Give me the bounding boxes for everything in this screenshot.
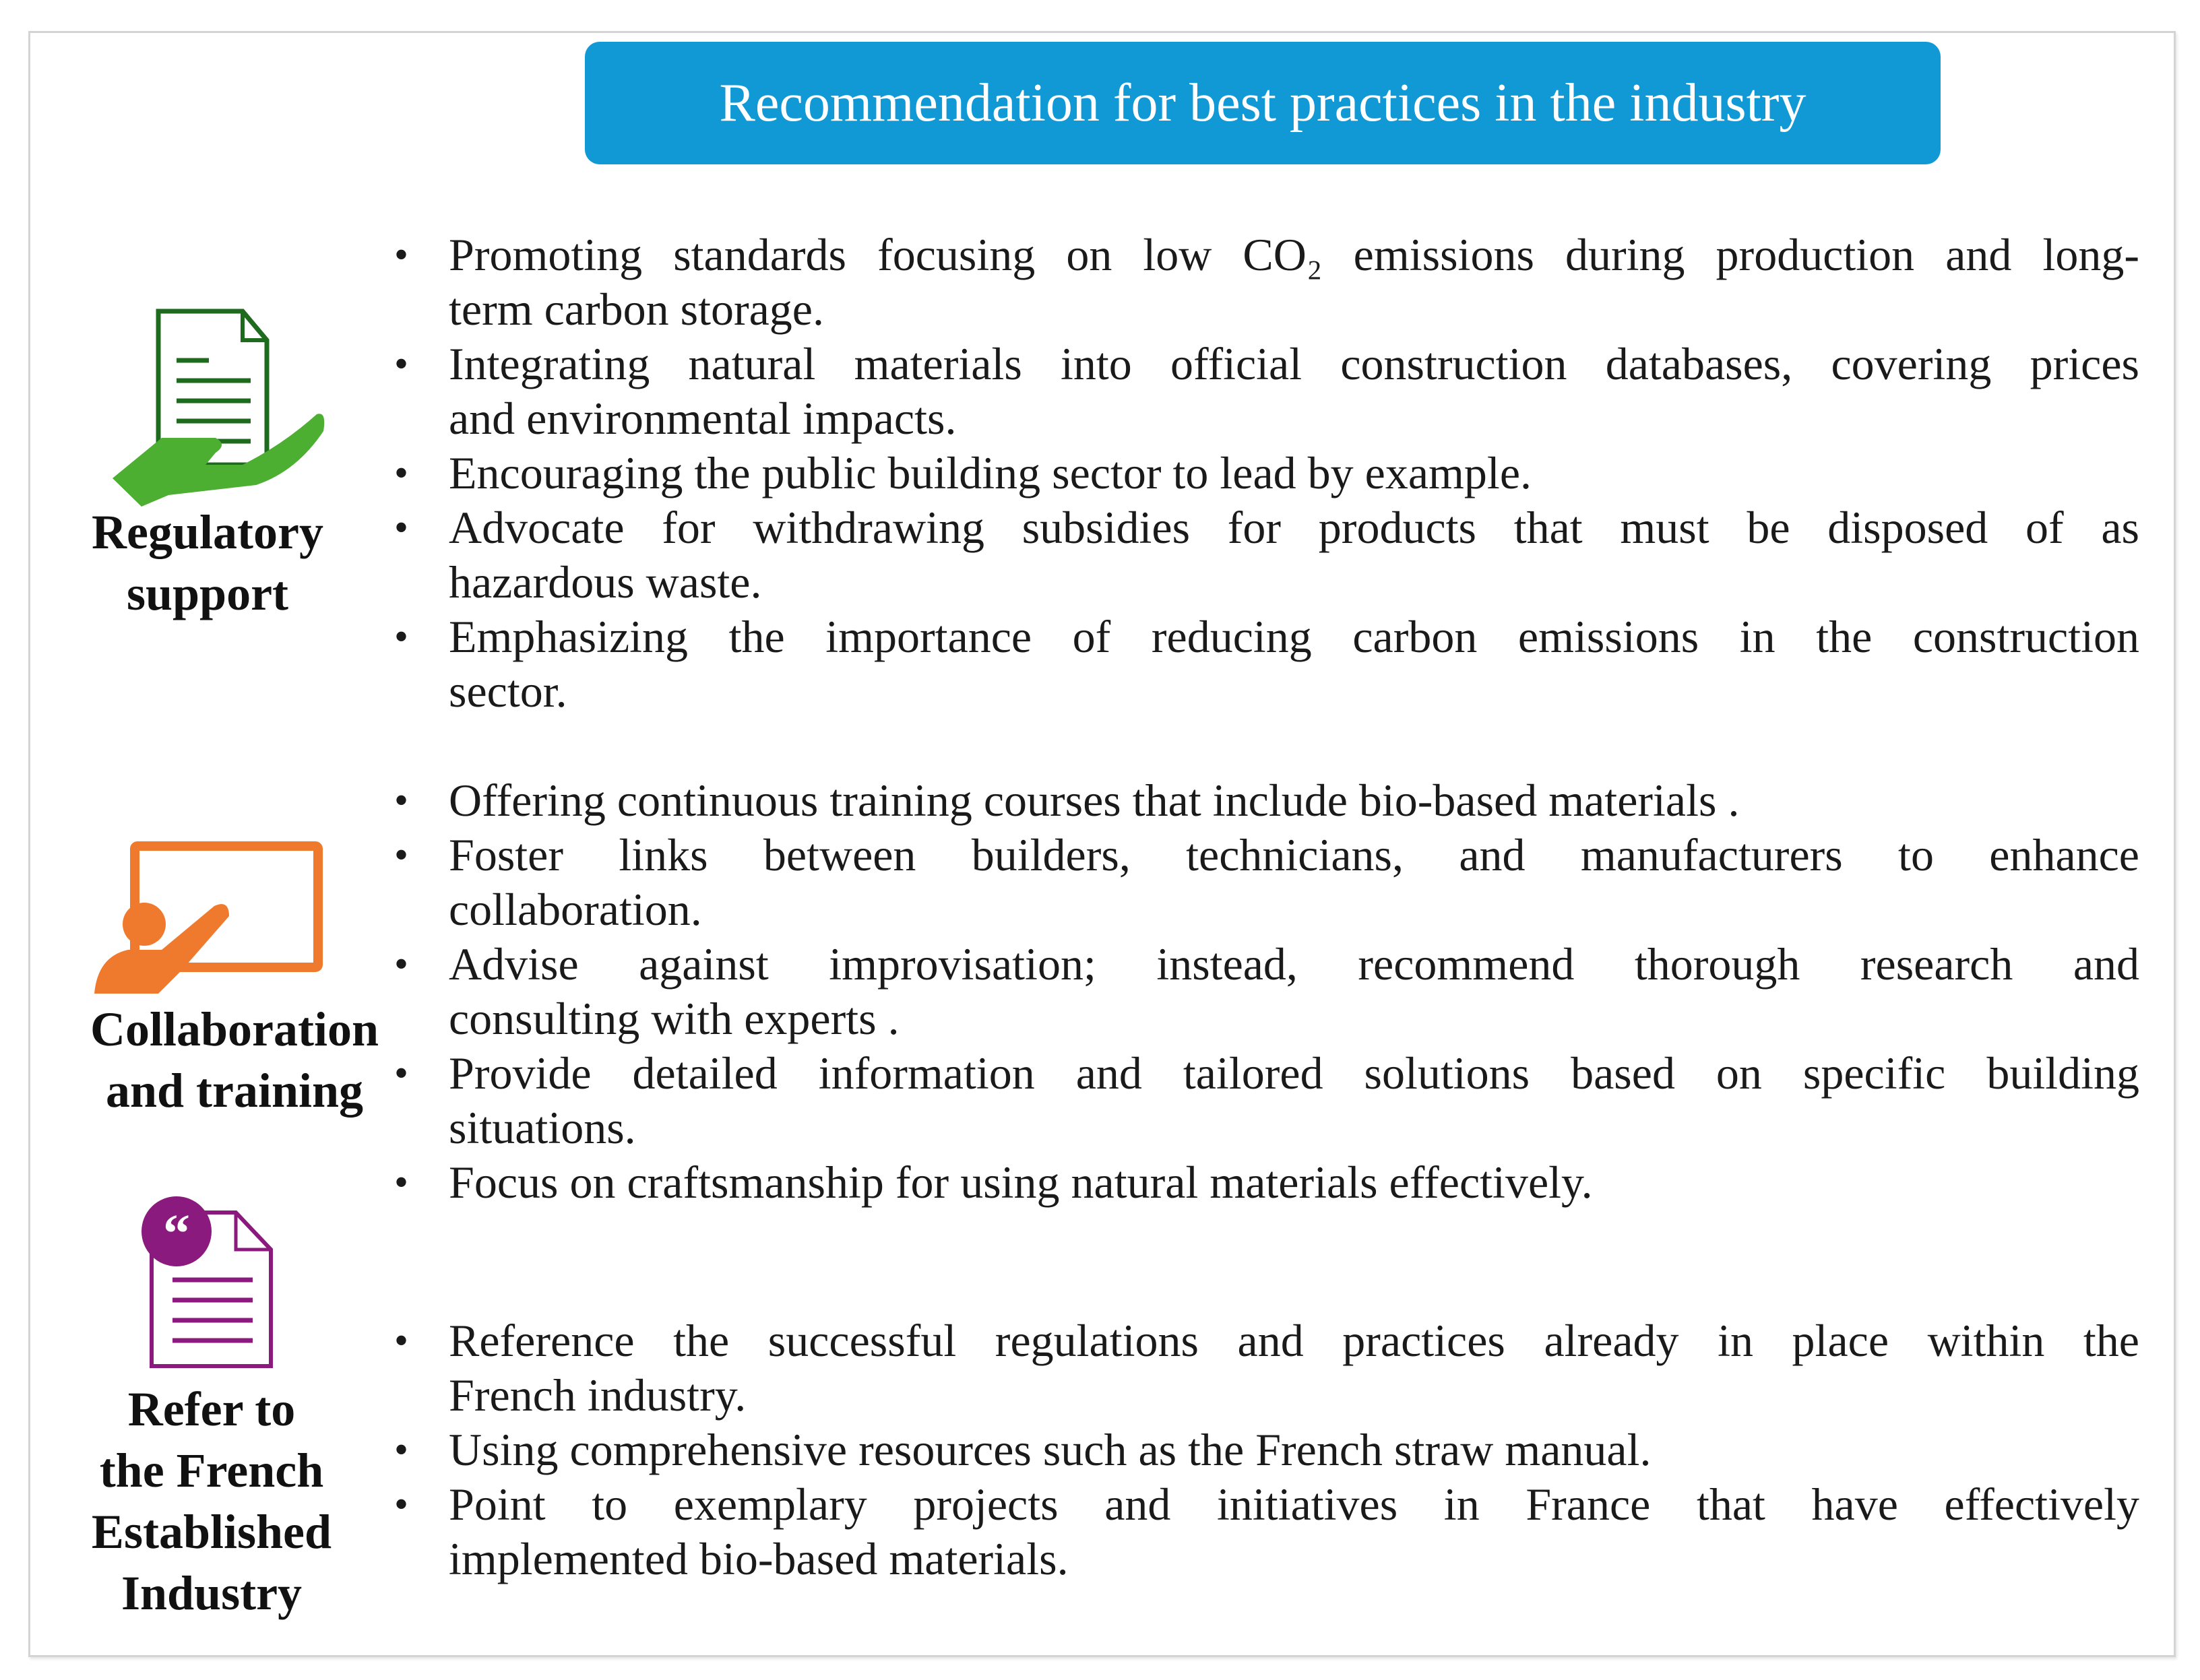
bullet-item [394,1477,2139,1586]
bullet-item [394,610,2139,719]
label-regulatory-support [73,502,342,624]
bullet-dot-icon: • [394,451,409,495]
label-line: Refer to [127,1382,296,1436]
bullet-dot-icon: • [394,942,409,986]
section-regulatory-bullets [394,228,2139,719]
bullet-item [394,937,2139,1046]
bullet-line: Foster links between builders, technicians, and manufacturers to enhance [449,829,2139,880]
bullet-line: and environmental impacts. [449,393,957,444]
bullet-item [394,446,2139,500]
bullet-line: Emphasizing the importance of reducing carbon emissions in the construction [449,611,2139,662]
bullet-line: term carbon storage. [449,284,824,335]
label-refer-french-industry [70,1379,353,1624]
bullet-dot-icon: • [394,614,409,659]
presentation-teacher-icon [91,835,327,997]
title-banner [585,42,1941,164]
bullet-item [394,1046,2139,1155]
bullet-item [394,1155,2139,1210]
bullet-line: Encouraging the public building sector to lead by example. [449,447,1532,498]
label-line: Collaboration [90,1002,379,1056]
bullet-dot-icon: • [394,505,409,550]
bullet-line: situations. [449,1102,636,1153]
label-collaboration-training [66,999,403,1122]
label-line: Industry [121,1566,303,1620]
bullet-line: Using comprehensive resources such as the French straw manual. [449,1424,1652,1475]
label-line: Regulatory [92,505,323,559]
bullet-line: sector. [449,666,567,717]
bullet-line: Advise against improvisation; instead, recommend thorough research and [449,938,2139,990]
bullet-line: implemented bio-based materials. [449,1533,1069,1584]
bullet-item [394,1423,2139,1477]
bullet-dot-icon: • [394,1427,409,1472]
document-hand-icon [108,306,330,509]
bullet-line: hazardous waste. [449,556,762,608]
bullet-item [394,500,2139,610]
bullet-line: Offering continuous training courses that include bio-based materials . [449,775,1740,826]
section-refer-bullets [394,1314,2139,1586]
label-line: the French [99,1444,324,1497]
label-line: support [126,567,289,620]
bullet-line: collaboration. [449,884,702,935]
title: Recommendation for best practices in the industry [719,73,1806,133]
label-line: Established [91,1505,332,1559]
bullet-line: French industry. [449,1369,747,1421]
bullet-line: consulting with experts . [449,993,900,1044]
bullet-dot-icon: • [394,232,409,277]
section-collaboration-bullets [394,773,2139,1210]
bullet-line: Advocate for withdrawing subsidies for products that must be disposed of as [449,502,2139,553]
bullet-dot-icon: • [394,1482,409,1526]
bullet-dot-icon: • [394,1160,409,1204]
bullet-line: Reference the successful regulations and practices already in place within the [449,1315,2139,1366]
bullet-dot-icon: • [394,342,409,386]
bullet-item [394,773,2139,828]
bullet-item [394,1314,2139,1423]
quote-document-icon [135,1192,283,1374]
bullet-dot-icon: • [394,1051,409,1095]
bullet-dot-icon: • [394,833,409,877]
bullet-item [394,228,2139,337]
svg-text:“: “ [163,1204,190,1264]
bullet-line: Integrating natural materials into official construction databases, covering prices [449,338,2139,389]
bullet-line: Point to exemplary projects and initiatives in France that have effectively [449,1479,2139,1530]
bullet-item [394,828,2139,937]
bullet-dot-icon: • [394,1318,409,1363]
bullet-item [394,337,2139,446]
bullet-line: Provide detailed information and tailored solutions based on specific building [449,1047,2139,1099]
bullet-dot-icon: • [394,778,409,822]
label-line: and training [105,1064,364,1118]
bullet-line: Promoting standards focusing on low CO₂ emissions during production and long- [449,229,2139,280]
bullet-line: Focus on craftsmanship for using natural materials effectively. [449,1157,1593,1208]
